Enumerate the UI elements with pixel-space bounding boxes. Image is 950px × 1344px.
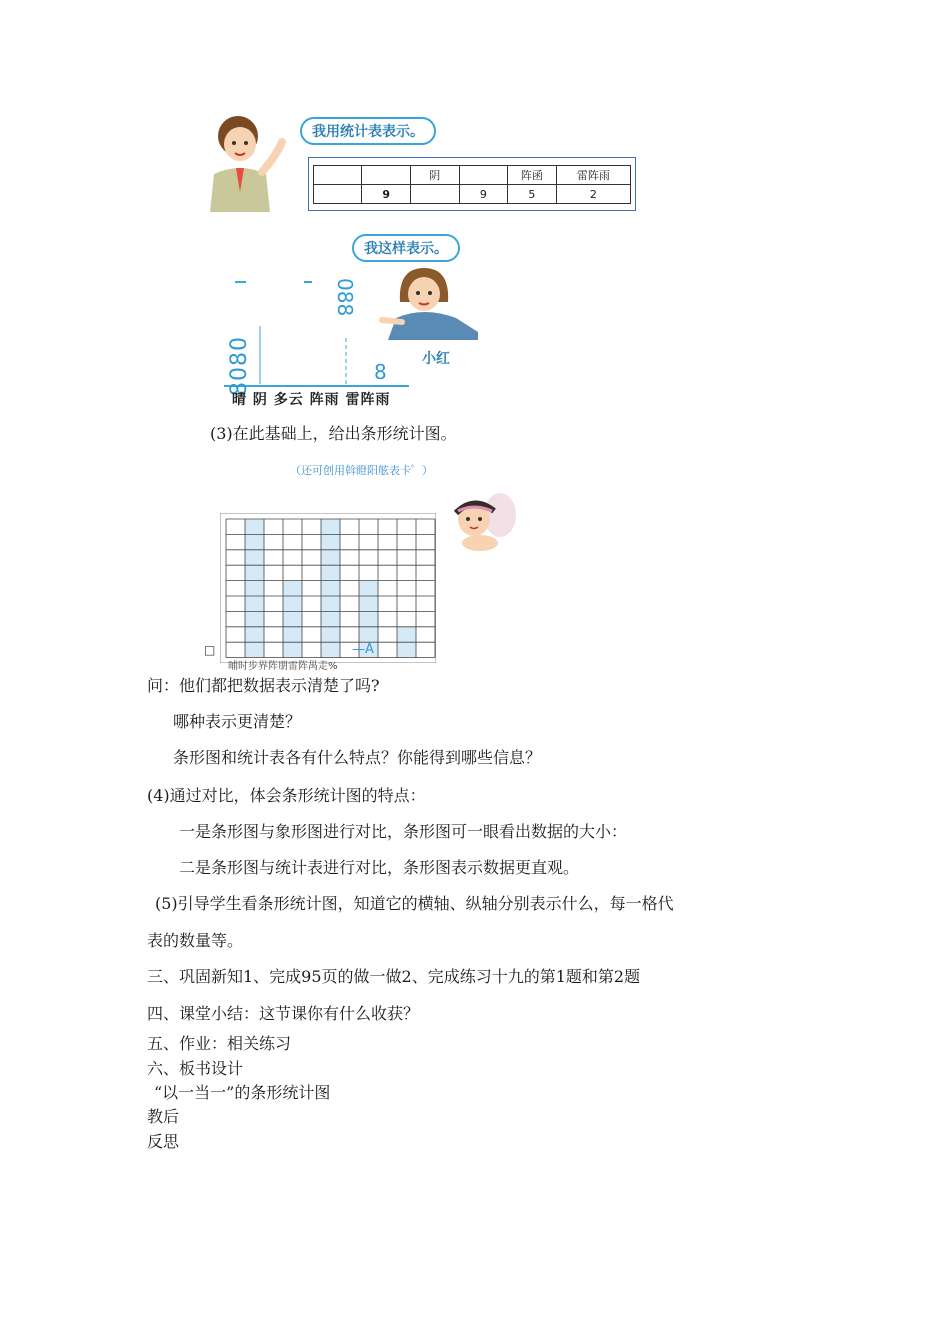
board-design-title: “以一当一”的条形统计图: [154, 1083, 331, 1102]
bar-chart-svg: [220, 513, 436, 663]
stat-table-cell: 阴: [410, 166, 459, 185]
boy-illustration: [196, 112, 296, 212]
pictograph: [224, 278, 414, 408]
step4-point-1: 一是条形图与象形图进行对比，条形图可一眼看出数据的大小：: [179, 822, 628, 841]
girl-speech-bubble: [352, 234, 460, 262]
girl-speech-text: 我这样表示。: [364, 241, 448, 257]
step4-point-2: 二是条形图与统计表进行对比，条形图表示数据更直观。: [179, 858, 580, 877]
stat-table-cell: [314, 185, 362, 204]
reflection-label: 反思: [147, 1132, 180, 1151]
after-teaching-label: 教后: [147, 1107, 180, 1126]
section-6: 六、板书设计: [147, 1059, 244, 1078]
stat-table-cell: 2: [556, 185, 630, 204]
bar-chart-caption: 晡时步界阵朋雷阵禺走%: [228, 661, 338, 672]
step5-line-1: (5)引导学生看条形统计图，知道它的横轴、纵轴分别表示什么，每一格代: [155, 894, 674, 913]
bar: [245, 519, 264, 658]
section-3: 三、巩固新知1、完成95页的做一做2、完成练习十九的第1题和第2题: [147, 967, 641, 986]
bar: [321, 519, 340, 658]
pictograph-col5: 8: [374, 360, 387, 384]
bar-chart: [220, 513, 436, 663]
stat-table-cell: 9: [362, 185, 411, 204]
step5-line-2: 表的数量等。: [147, 931, 244, 950]
stat-table: [313, 165, 631, 204]
stat-table-cell: 5: [508, 185, 557, 204]
section-5: 五、作业：相关练习: [147, 1034, 292, 1053]
stat-table-cell: [362, 166, 411, 185]
bar: [283, 581, 302, 658]
question-3: 条形图和统计表各有什么特点？你能得到哪些信息？: [173, 748, 542, 767]
stat-table-cell: 阵函: [508, 166, 557, 185]
bar-chart-box-symbol: □: [204, 643, 216, 657]
bar-chart-arrow-symbol: —A: [352, 642, 374, 657]
stat-table-header-row: [314, 166, 631, 185]
stat-table-cell: [459, 166, 508, 185]
stat-table-data-row: [314, 185, 631, 204]
boy-speech-bubble: [300, 117, 436, 145]
step4-heading: (4)通过对比，体会条形统计图的特点：: [147, 786, 426, 805]
stat-table-cell: 9: [459, 185, 508, 204]
girl-name-label: 小红: [422, 351, 450, 367]
stat-table-cell: [410, 185, 459, 204]
question-2: 哪种表示更清楚？: [173, 712, 302, 731]
angel-speech-text: （还可创用斡瞪阳舷表卡゜）: [290, 464, 433, 477]
pictograph-col3: 088: [333, 278, 357, 317]
boy-speech-text: 我用统计表表示。: [312, 124, 424, 140]
pictograph-category-labels: 晴 阴 多云 阵雨 雷阵雨: [232, 392, 391, 408]
pictograph-col1: 8080: [227, 336, 252, 396]
question-1: 问：他们都把数据表示清楚了吗?: [147, 676, 380, 695]
stat-table-cell: 雷阵雨: [556, 166, 630, 185]
section-4: 四、课堂小结：这节课你有什么收获？: [147, 1004, 420, 1023]
angel-illustration: [438, 485, 518, 553]
stat-table-cell: [314, 166, 362, 185]
step3-text: (3)在此基础上，给出条形统计图。: [210, 424, 457, 443]
